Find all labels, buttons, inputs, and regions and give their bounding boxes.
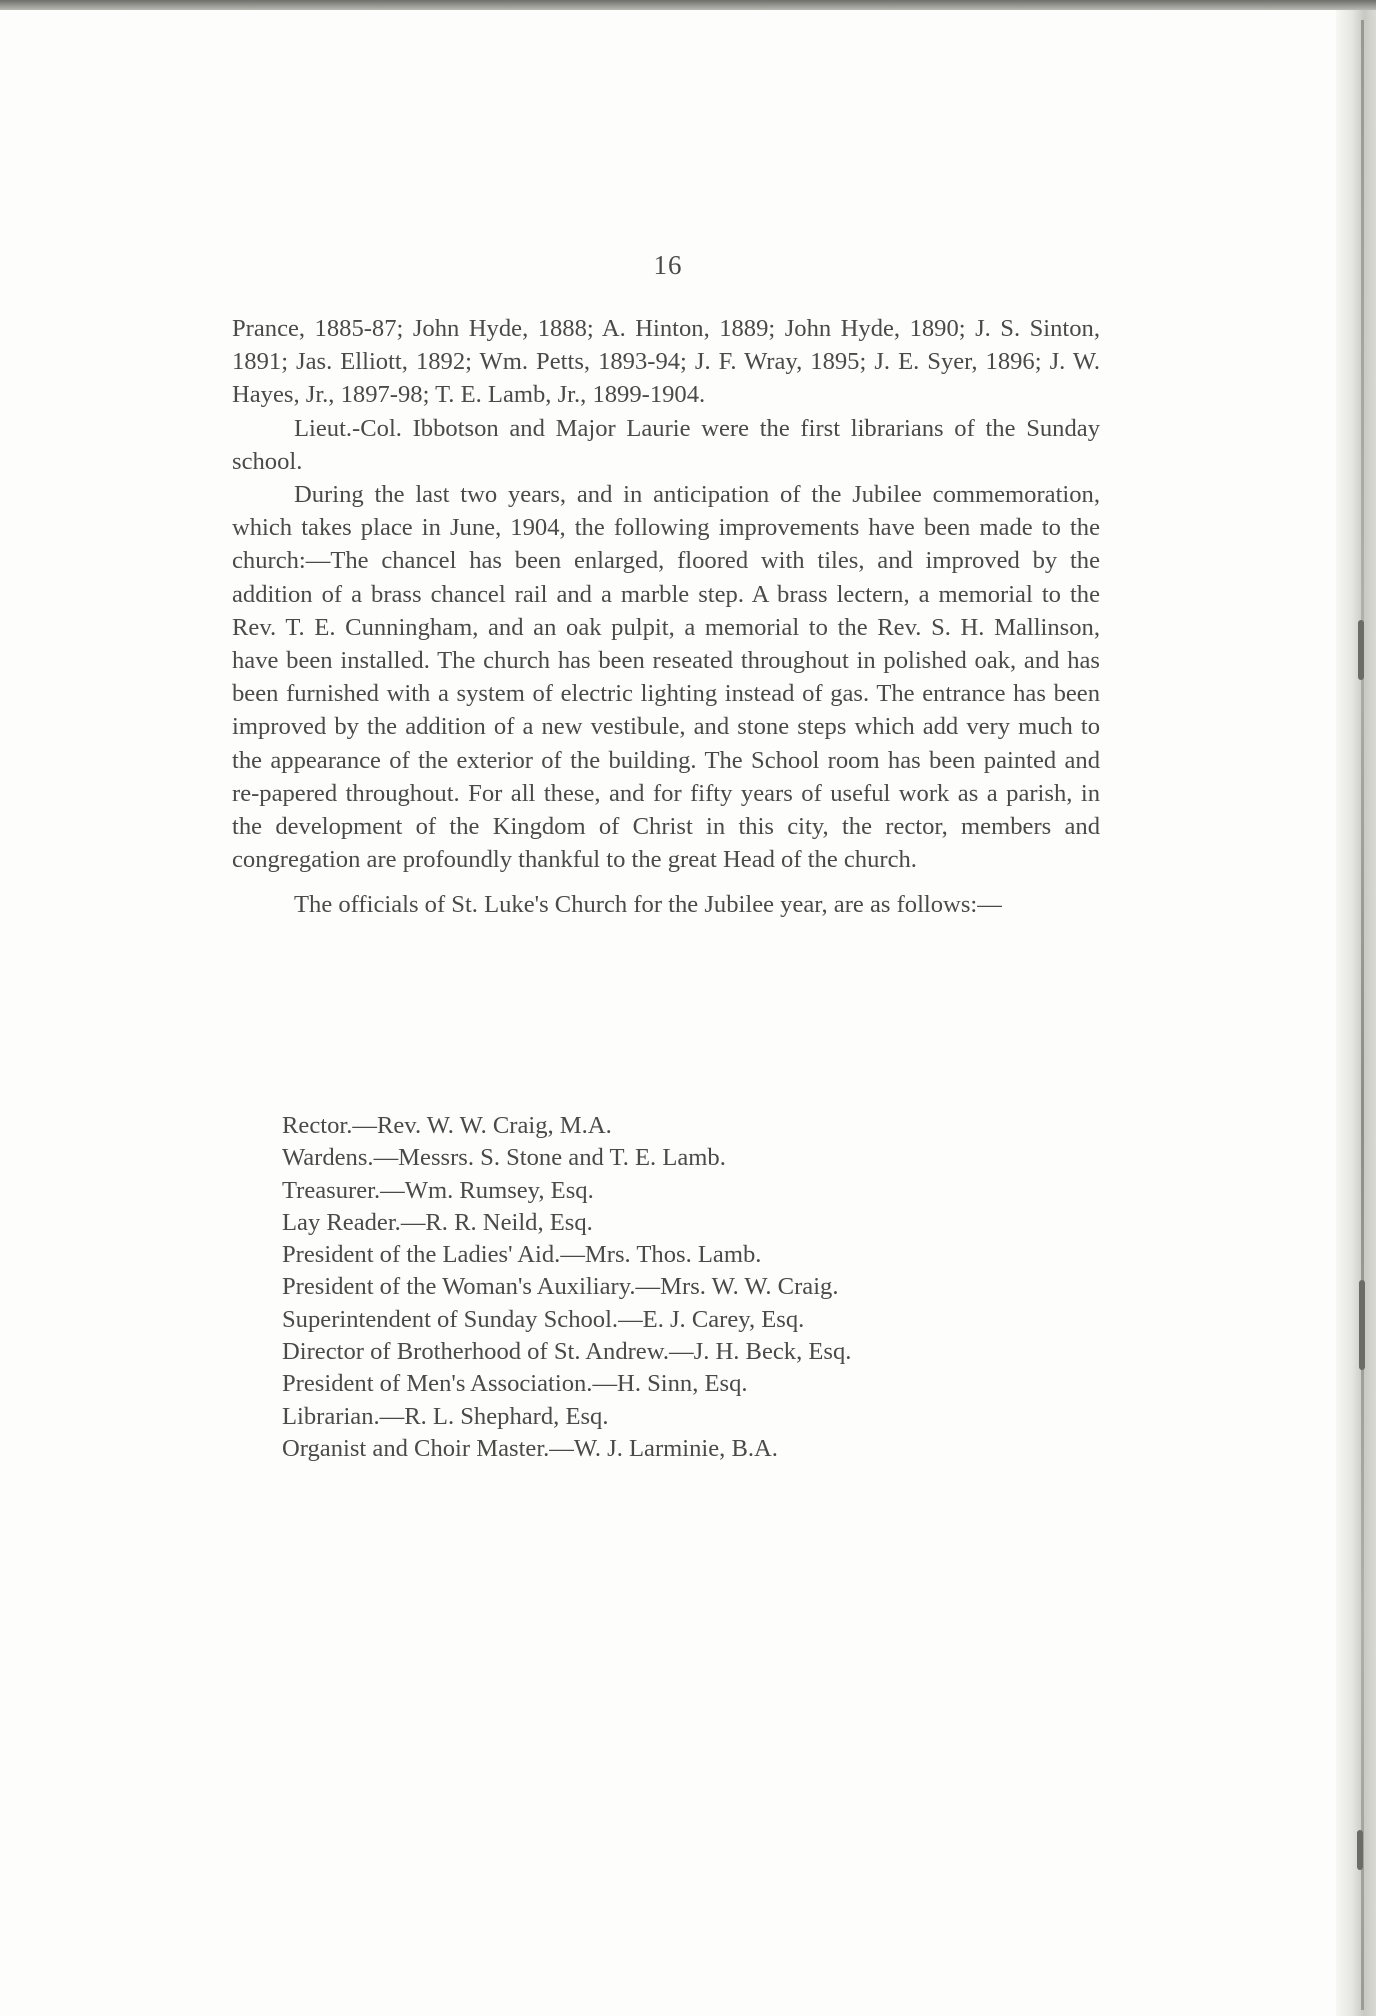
edge-mark — [1359, 1280, 1365, 1370]
paragraph-improvements: During the last two years, and in anticipation of the Jubilee commemoration, which takes place in June, 1904, the following improvements have been made to the church:—The chancel has been enlarged, floored with tiles, and improved by the addition of a brass chancel rail and a marble step. A brass lectern, a memorial to the Rev. T. E. Cunningham, and an oak pulpit, a memorial to the Rev. S. H. Mallinson, have been installed. The church has been reseated throughout in polished oak, and has been furnished with a system of electric lighting instead of gas. The entrance has been improved by the addition of a new vestibule, and stone steps which add very much to the appearance of the exterior of the building. The School room has been painted and re-papered throughout. For all these, and for fifty years of useful work as a parish, in the development of the Kingdom of Christ in this city, the rector, members and congregation are profoundly thankful to the great Head of the church. — [232, 481, 1100, 874]
official-lay-reader: Lay Reader.—R. R. Neild, Esq. — [282, 1208, 593, 1236]
edge-mark — [1357, 1830, 1363, 1870]
book-page — [0, 10, 1336, 2016]
official-sunday-school: Superintendent of Sunday School.—E. J. Carey, Esq. — [282, 1305, 805, 1333]
official-librarian: Librarian.—R. L. Shephard, Esq. — [282, 1402, 609, 1430]
official-brotherhood: Director of Brotherhood of St. Andrew.—J. H. Beck, Esq. — [282, 1338, 852, 1366]
officials-list — [282, 1110, 1102, 1465]
page-edge-shadow — [1336, 10, 1376, 2016]
official-treasurer: Treasurer.—Wm. Rumsey, Esq. — [282, 1176, 594, 1204]
page-number: 16 — [653, 250, 683, 280]
body-text — [232, 312, 1100, 922]
scan-top-edge — [0, 0, 1376, 10]
edge-mark — [1358, 620, 1364, 680]
binding-edge-line — [1361, 20, 1364, 2010]
official-womans-auxiliary: President of the Woman's Auxiliary.—Mrs. W. W. Craig. — [282, 1273, 839, 1301]
paragraph-superintendents-list: Prance, 1885-87; John Hyde, 1888; A. Hinton, 1889; John Hyde, 1890; J. S. Sinton, 1891; Jas. Elliott, 1892; Wm. Petts, 1893-94; J. F. Wray, 1895; J. E. Syer, 1896; J. W. Hayes, Jr., 1897-98; T. E. Lamb, Jr., 1899-1904. — [232, 315, 1100, 409]
official-rector: Rector.—Rev. W. W. Craig, M.A. — [282, 1112, 612, 1139]
official-wardens: Wardens.—Messrs. S. Stone and T. E. Lamb. — [282, 1144, 726, 1172]
official-ladies-aid: President of the Ladies' Aid.—Mrs. Thos. Lamb. — [282, 1241, 762, 1269]
official-mens-association: President of Men's Association.—H. Sinn, Esq. — [282, 1370, 748, 1398]
paragraph-librarians: Lieut.-Col. Ibbotson and Major Laurie were the first librarians of the Sunday school. — [232, 414, 1100, 475]
official-organist: Organist and Choir Master.—W. J. Larminie, B.A. — [282, 1434, 778, 1462]
paragraph-officials-intro: The officials of St. Luke's Church for the Jubilee year, are as follows:— — [294, 891, 1002, 919]
